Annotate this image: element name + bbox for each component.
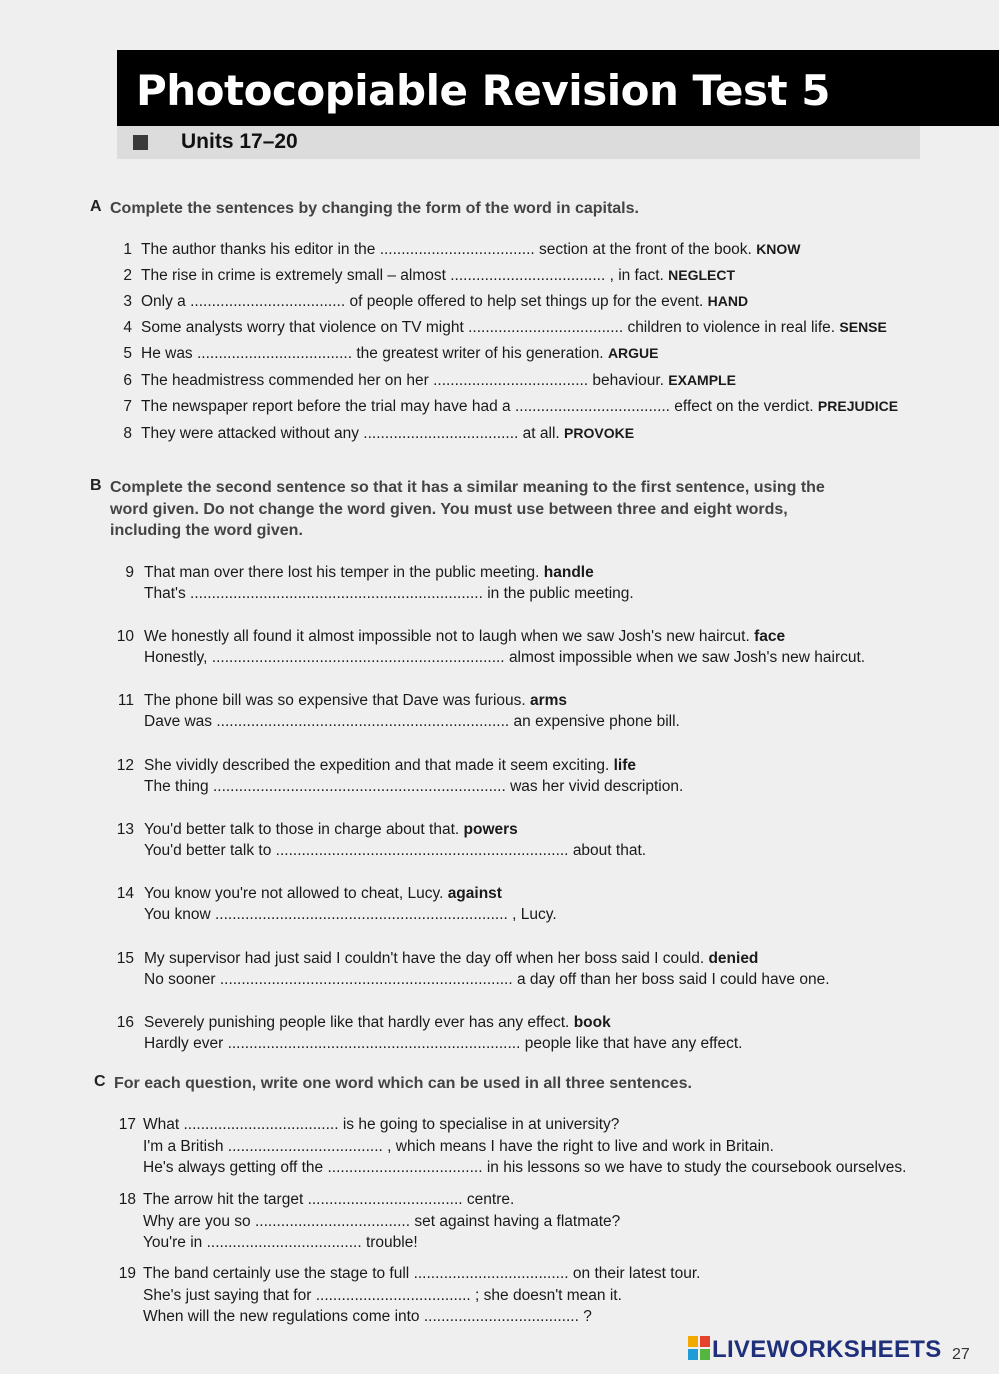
question-number: 5 [123, 345, 132, 362]
question-number: 11 [117, 692, 134, 709]
section-c-letter: C [94, 1073, 106, 1090]
question-text: trouble! [365, 1234, 418, 1251]
question-text: behaviour. [592, 372, 664, 389]
question-text: the greatest writer of his generation. [356, 345, 604, 362]
answer-line [144, 842, 646, 860]
question-text: ? [583, 1308, 592, 1325]
question-number: 4 [123, 319, 132, 336]
question-text: You'd better talk to those in charge about that. [144, 821, 460, 838]
question-text: ; she doesn't mean it. [475, 1286, 622, 1304]
question-text: I'm a British [143, 1137, 224, 1155]
answer-blank[interactable]: .................................................................... [214, 906, 508, 923]
liveworksheets-mark-icon [688, 1336, 710, 1360]
answer-blank[interactable]: .................................... [379, 241, 535, 258]
question-number: 2 [123, 267, 132, 284]
question-number: 13 [116, 821, 134, 838]
section-a-instruction: Complete the sentences by changing the form of the word in capitals. [110, 200, 639, 217]
question-text: Why are you so [143, 1212, 251, 1230]
question-sentence [144, 1014, 611, 1032]
keyword: ARGUE [607, 345, 659, 361]
answer-end: , Lucy. [512, 906, 557, 923]
question-line [141, 398, 898, 416]
keyword: face [754, 628, 786, 645]
question-text: They were attacked without any [141, 425, 359, 442]
answer-end: a day off than her boss said I could have one. [516, 971, 830, 988]
keyword: NEGLECT [668, 267, 736, 283]
keyword: powers [463, 821, 518, 838]
question-number: 10 [116, 628, 134, 645]
question-sentence [144, 950, 758, 968]
question-line [141, 345, 659, 363]
answer-blank[interactable]: .................................................................... [219, 971, 513, 988]
answer-blank[interactable]: .................................... [413, 1265, 569, 1282]
answer-start: No sooner [144, 971, 216, 988]
question-text: on their latest tour. [572, 1265, 701, 1282]
answer-start: You'd better talk to [144, 842, 272, 859]
question-text: What [143, 1116, 180, 1133]
question-sentence [144, 757, 636, 775]
question-text: set against having a flatmate? [414, 1212, 621, 1230]
question-number: 9 [125, 564, 134, 581]
question-text: She vividly described the expedition and that made it seem exciting. [144, 757, 610, 774]
answer-blank[interactable]: .................................... [468, 319, 624, 336]
gap-sentence [143, 1287, 622, 1305]
page-title: Photocopiable Revision Test 5 [136, 66, 830, 115]
units-square-icon [133, 135, 148, 150]
question-text: Severely punishing people like that hardly ever has any effect. [144, 1014, 570, 1031]
question-text: Only a [141, 293, 186, 310]
question-text: You know you're not allowed to cheat, Lucy. [144, 885, 444, 902]
gap-sentence [143, 1138, 774, 1156]
question-number: 19 [118, 1265, 136, 1282]
keyword: handle [543, 564, 594, 581]
keyword: HAND [707, 293, 749, 309]
question-sentence [144, 628, 785, 646]
answer-line [144, 585, 634, 603]
section-b-letter: B [90, 477, 102, 494]
answer-blank[interactable]: .................................... [363, 425, 519, 442]
question-text: The author thanks his editor in the [141, 241, 376, 258]
question-number: 6 [123, 372, 132, 389]
question-number: 1 [123, 241, 132, 258]
answer-line [144, 1035, 742, 1053]
answer-line [144, 971, 830, 989]
answer-start: You know [144, 906, 211, 923]
section-c-instruction: For each question, write one word which can be used in all three sentences. [114, 1075, 692, 1092]
question-text: He was [141, 345, 193, 362]
question-sentence [144, 564, 594, 582]
question-text: She's just saying that for [143, 1286, 312, 1304]
section-a-letter: A [90, 198, 102, 215]
answer-blank[interactable]: .................................... [327, 1159, 483, 1176]
gap-sentence [143, 1116, 619, 1134]
question-number: 15 [116, 950, 134, 967]
gap-sentence [143, 1308, 592, 1326]
answer-blank[interactable]: .................................... [514, 398, 670, 415]
question-text: That man over there lost his temper in the public meeting. [144, 564, 540, 581]
question-text: The headmistress commended her on her [141, 372, 429, 389]
answer-blank[interactable]: .................................................................... [212, 778, 506, 795]
keyword: denied [708, 950, 759, 967]
question-text: is he going to specialise in at university? [342, 1116, 620, 1133]
answer-blank[interactable]: .................................................................... [227, 1035, 521, 1052]
answer-line [144, 778, 683, 796]
question-line [141, 372, 736, 390]
question-text: in his lessons so we have to study the coursebook ourselves. [486, 1159, 907, 1176]
question-number: 16 [116, 1014, 134, 1031]
answer-end: about that. [572, 842, 647, 859]
question-text: centre. [466, 1191, 515, 1208]
question-number: 14 [116, 885, 134, 902]
question-text: The newspaper report before the trial may have had a [141, 398, 511, 415]
question-text: at all. [522, 425, 560, 442]
question-text: , which means I have the right to live and work in Britain. [387, 1137, 774, 1155]
question-text: , in fact. [609, 267, 664, 284]
answer-end: was her vivid description. [510, 778, 684, 795]
answer-blank[interactable]: .................................... [255, 1212, 411, 1230]
answer-blank[interactable]: .................................... [307, 1191, 463, 1208]
answer-line [144, 713, 680, 731]
question-text: The arrow hit the target [143, 1191, 304, 1208]
gap-sentence [143, 1265, 700, 1283]
answer-line [144, 649, 865, 667]
keyword: PROVOKE [564, 425, 635, 441]
answer-line [144, 906, 557, 924]
answer-end: in the public meeting. [487, 585, 634, 602]
answer-end: almost impossible when we saw Josh's new haircut. [508, 649, 866, 666]
question-number: 3 [123, 293, 132, 310]
keyword: SENSE [839, 319, 887, 335]
logo-text: LIVEWORKSHEETS [712, 1336, 942, 1363]
question-sentence [144, 821, 518, 839]
answer-blank[interactable]: .................................... [423, 1308, 579, 1325]
answer-blank[interactable]: .................................................................... [216, 713, 510, 730]
question-text: When will the new regulations come into [143, 1308, 420, 1325]
keyword: EXAMPLE [668, 372, 736, 388]
question-number: 8 [123, 425, 132, 442]
question-text: children to violence in real life. [627, 319, 836, 336]
answer-blank[interactable]: .................................... [433, 372, 589, 389]
keyword: KNOW [756, 241, 801, 257]
question-line [141, 319, 887, 337]
section-b-instruction: Complete the second sentence so that it has a similar meaning to the first sentence, using the word given. Do not change the word given. You must use between three and eight words, including the word given. [110, 479, 825, 539]
answer-blank[interactable]: .................................... [227, 1137, 383, 1155]
question-number: 17 [118, 1116, 136, 1133]
answer-blank[interactable]: .................................................................... [211, 649, 505, 666]
answer-start: That's [144, 585, 186, 602]
question-text: effect on the verdict. [674, 398, 814, 415]
question-line [141, 425, 634, 443]
units-label: Units 17–20 [181, 130, 298, 153]
question-text: My supervisor had just said I couldn't have the day off when her boss said I could. [144, 950, 705, 967]
keyword: against [447, 885, 502, 902]
answer-end: an expensive phone bill. [513, 713, 680, 730]
keyword: arms [530, 692, 568, 709]
answer-end: people like that have any effect. [524, 1035, 743, 1052]
question-text: The phone bill was so expensive that Dave was furious. [144, 692, 526, 709]
answer-blank[interactable]: .................................... [206, 1234, 362, 1251]
keyword: PREJUDICE [817, 398, 899, 414]
keyword: book [573, 1014, 611, 1031]
question-sentence [144, 692, 567, 710]
answer-blank[interactable]: .................................................................... [190, 585, 483, 602]
question-line [141, 267, 735, 285]
answer-blank[interactable]: .................................... [190, 293, 346, 310]
question-text: Some analysts worry that violence on TV might [141, 319, 464, 336]
question-text: The rise in crime is extremely small – almost [141, 267, 446, 284]
answer-blank[interactable]: .................................... [315, 1286, 471, 1304]
question-line [141, 241, 801, 259]
answer-start: The thing [144, 778, 209, 795]
question-text: He's always getting off the [143, 1159, 324, 1176]
liveworksheets-logo [688, 1336, 942, 1364]
page-number: 27 [952, 1346, 970, 1363]
answer-start: Hardly ever [144, 1035, 224, 1052]
answer-blank[interactable]: .................................... [197, 345, 353, 362]
answer-blank[interactable]: .................................... [183, 1116, 339, 1133]
answer-start: Honestly, [144, 649, 208, 666]
question-number: 18 [118, 1191, 136, 1208]
question-number: 12 [116, 757, 134, 774]
gap-sentence [143, 1234, 418, 1252]
question-number: 7 [123, 398, 132, 415]
question-text: of people offered to help set things up for the event. [349, 293, 704, 310]
answer-start: Dave was [144, 713, 213, 730]
gap-sentence [143, 1191, 514, 1209]
question-text: You're in [143, 1234, 203, 1251]
answer-blank[interactable]: .................................................................... [275, 842, 569, 859]
keyword: life [613, 757, 636, 774]
question-text: The band certainly use the stage to full [143, 1265, 410, 1282]
answer-blank[interactable]: .................................... [450, 267, 606, 284]
question-text: section at the front of the book. [539, 241, 752, 258]
question-line [141, 293, 748, 311]
question-text: We honestly all found it almost impossible not to laugh when we saw Josh's new haircut. [144, 628, 750, 645]
gap-sentence [143, 1159, 906, 1177]
question-sentence [144, 885, 502, 903]
gap-sentence [143, 1213, 620, 1231]
